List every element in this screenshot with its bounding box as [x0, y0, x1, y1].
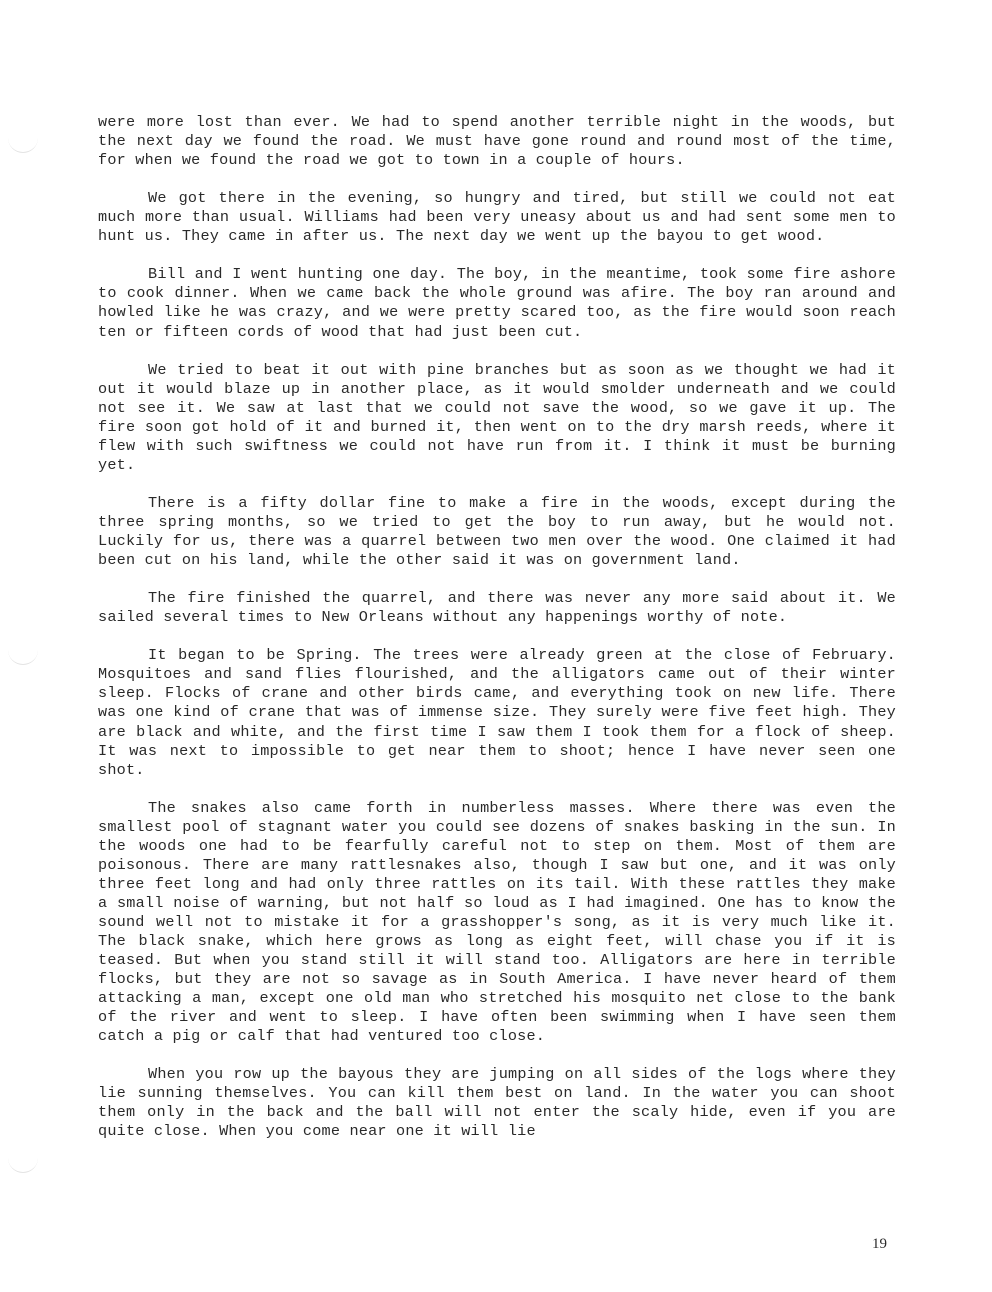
- punch-hole-mark: [8, 1158, 38, 1173]
- punch-hole-mark: [8, 138, 38, 153]
- document-body: [98, 113, 896, 1161]
- paragraph: Bill and I went hunting one day. The boy, in the meantime, took some fire ashore to cook dinner. When we came back the whole ground was afire. The boy ran around and howled like he was crazy, and we were pretty scared too, as the fire would soon reach ten or fifteen cords of wood that had just been cut.: [98, 265, 896, 341]
- paragraph: There is a fifty dollar fine to make a fire in the woods, except during the three spring months, so we tried to get the boy to run away, but he would not. Luckily for us, there was a quarrel between two men over the wood. One claimed it had been cut on his land, while the other said it was on government land.: [98, 493, 896, 570]
- paragraph: When you row up the bayous they are jumping on all sides of the logs where they lie sunning themselves. You can kill them best on land. In the water you can shoot them only in the back and the ball will not enter the scaly hide, even if you are quite close. When you come near one it will lie: [98, 1065, 896, 1141]
- paragraph: The fire finished the quarrel, and there was never any more said about it. We sailed several times to New Orleans without any happenings worthy of note.: [98, 589, 896, 627]
- page-number: 19: [872, 1236, 887, 1252]
- paragraph: The snakes also came forth in numberless masses. Where there was even the smallest pool of stagnant water you could see dozens of snakes basking in the sun. In the woods one had to be fearfully careful not to step on them. Most of them are poisonous. There are many rattlesnakes also, though I saw but one, and it was only three feet long and had only three rattles on its tail. With these rattles they make a small noise of warning, but not half so loud as I had imagined. One has to know the sound well not to mistake it for a grasshopper's song, as it is very much like it. The black snake, which here grows as long as eight feet, will chase you if it is teased. But when you stand still it will stand too. Alligators are here in terrible flocks, but they are not so savage as in South America. I have never heard of them attacking a man, except one old man who stretched his mosquito net close to the bank of the river and went to sleep. I have often been swimming when I have seen them catch a pig or calf that had ventured too close.: [98, 798, 896, 1046]
- punch-hole-mark: [8, 650, 38, 665]
- paragraph: We tried to beat it out with pine branches but as soon as we thought we had it out it would blaze up in another place, as it would smolder underneath and we could not see it. We saw at last that we could not save the wood, so we gave it up. The fire soon got hold of it and burned it, then went on to the dry marsh reeds, where it flew with such swiftness we could not have run from it. I think it must be burning yet.: [98, 360, 896, 474]
- paragraph: We got there in the evening, so hungry and tired, but still we could not eat much more than usual. Williams had been very uneasy about us and had sent some men to hunt us. They came in after us. The next day we went up the bayou to get wood.: [98, 189, 896, 246]
- paragraph: It began to be Spring. The trees were already green at the close of February. Mosquitoes and sand flies flourished, and the alligators came out of their winter sleep. Flocks of crane and other birds came, and everything took on new life. There was one kind of crane that was of immense size. They surely were five feet high. They are black and white, and the first time I saw them I took them for a flock of sheep. It was next to impossible to get near them to shoot; hence I have never seen one shot.: [98, 646, 896, 779]
- paragraph: were more lost than ever. We had to spend another terrible night in the woods, but the next day we found the road. We must have gone round and round most of the time, for when we found the road we got to town in a couple of hours.: [98, 113, 896, 170]
